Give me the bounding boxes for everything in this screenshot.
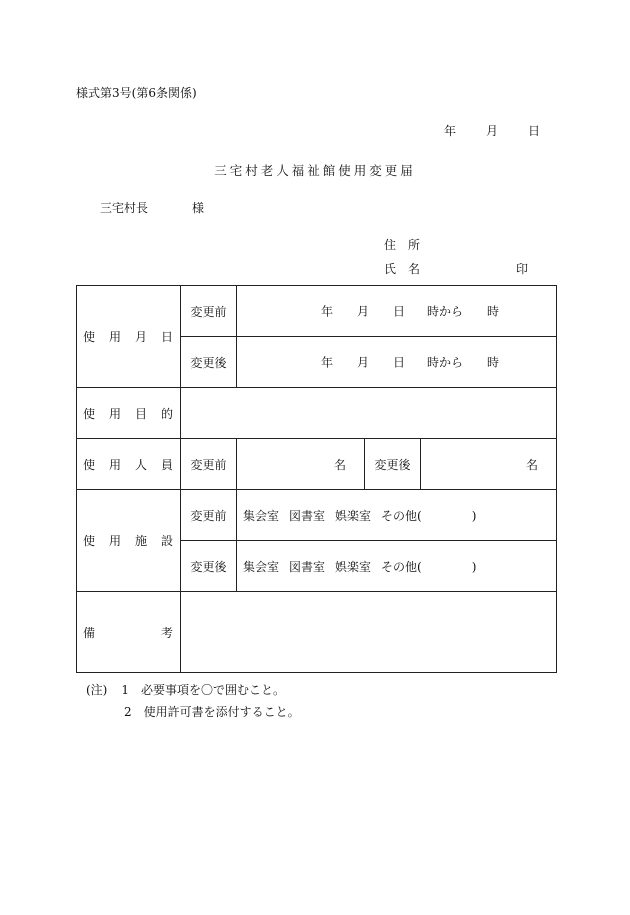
note-prefix: (注) xyxy=(86,683,108,697)
to-time-unit: 時 xyxy=(487,304,500,319)
label-char: 日 xyxy=(160,330,173,344)
note-number: 2 xyxy=(124,705,132,719)
usage-date-after-label: 変更後 xyxy=(181,337,237,388)
usage-date-after-field[interactable] xyxy=(237,337,557,388)
year-unit: 年 xyxy=(321,304,334,319)
label-char: 員 xyxy=(160,457,173,472)
day-unit: 日 xyxy=(393,355,406,370)
people-unit: 名 xyxy=(526,457,539,472)
people-row xyxy=(77,439,557,490)
facility-label xyxy=(77,490,181,592)
remarks-row xyxy=(77,592,557,673)
facility-before-row xyxy=(77,490,557,541)
address-label: 住 所 xyxy=(384,238,421,252)
label-char: 目 xyxy=(134,406,147,421)
facility-before-label: 変更前 xyxy=(181,490,237,541)
addressee-name: 三宅村長 xyxy=(100,201,149,215)
usage-date-before-field[interactable] xyxy=(237,286,557,337)
note-1 xyxy=(86,681,285,698)
day-label: 日 xyxy=(528,124,541,138)
paren-close: ) xyxy=(471,508,477,523)
usage-date-label xyxy=(77,286,181,388)
name-row xyxy=(384,260,528,277)
label-char: 使 xyxy=(83,406,96,421)
label-char: 用 xyxy=(108,406,121,421)
usage-date-before-row xyxy=(77,286,557,337)
people-unit: 名 xyxy=(333,457,346,472)
from-time-unit: 時から xyxy=(427,304,464,319)
day-unit: 日 xyxy=(393,304,406,319)
addressee-honorific: 様 xyxy=(192,201,205,215)
facility-after-options xyxy=(237,541,557,592)
facility-option-other[interactable]: その他( xyxy=(381,559,422,574)
purpose-label xyxy=(77,388,181,439)
label-char: 使 xyxy=(83,330,96,344)
note-number: 1 xyxy=(121,683,130,697)
month-unit: 月 xyxy=(357,355,370,370)
facility-after-label: 変更後 xyxy=(181,541,237,592)
facility-option-other[interactable]: その他( xyxy=(381,508,422,523)
facility-option-meeting-room[interactable]: 集会室 xyxy=(243,559,280,574)
people-after-field[interactable] xyxy=(421,439,557,490)
remarks-field[interactable] xyxy=(181,592,557,673)
people-before-field[interactable] xyxy=(237,439,365,490)
seal-mark: 印 xyxy=(515,262,528,276)
label-char: 使 xyxy=(83,534,96,548)
people-label xyxy=(77,439,181,490)
note-text: 必要事項を〇で囲むこと。 xyxy=(141,683,286,697)
label-char: 施 xyxy=(134,534,147,548)
label-char: 備 xyxy=(83,625,96,640)
label-char: 考 xyxy=(160,625,173,640)
label-char: 設 xyxy=(160,534,173,548)
usage-date-before-label: 変更前 xyxy=(181,286,237,337)
label-char: 用 xyxy=(108,534,121,548)
change-form-table xyxy=(76,285,557,673)
addressee xyxy=(100,199,204,216)
year-label: 年 xyxy=(444,124,457,138)
label-char: 人 xyxy=(134,457,147,472)
purpose-row xyxy=(77,388,557,439)
month-unit: 月 xyxy=(357,304,370,319)
date-line xyxy=(444,122,540,139)
label-char: 用 xyxy=(108,457,121,472)
facility-option-library[interactable]: 図書室 xyxy=(289,559,326,574)
month-label: 月 xyxy=(486,124,499,138)
name-label: 氏 名 xyxy=(384,262,421,276)
facility-option-meeting-room[interactable]: 集会室 xyxy=(243,508,280,523)
label-char: 的 xyxy=(160,406,173,421)
remarks-label xyxy=(77,592,181,673)
facility-option-recreation-room[interactable]: 娯楽室 xyxy=(335,508,372,523)
year-unit: 年 xyxy=(321,355,334,370)
facility-before-options xyxy=(237,490,557,541)
form-number: 様式第3号(第6条関係) xyxy=(76,86,197,100)
to-time-unit: 時 xyxy=(487,355,500,370)
paren-close: ) xyxy=(471,559,477,574)
label-char: 使 xyxy=(83,457,96,472)
label-char: 月 xyxy=(134,330,147,344)
people-after-label: 変更後 xyxy=(365,439,421,490)
people-before-label: 変更前 xyxy=(181,439,237,490)
note-2 xyxy=(124,703,300,720)
from-time-unit: 時から xyxy=(427,355,464,370)
facility-option-library[interactable]: 図書室 xyxy=(289,508,326,523)
label-char: 用 xyxy=(108,330,121,344)
document-title: 三宅村老人福祉館使用変更届 xyxy=(214,163,416,178)
facility-option-recreation-room[interactable]: 娯楽室 xyxy=(335,559,372,574)
note-text: 使用許可書を添付すること。 xyxy=(143,705,300,719)
purpose-field[interactable] xyxy=(181,388,557,439)
